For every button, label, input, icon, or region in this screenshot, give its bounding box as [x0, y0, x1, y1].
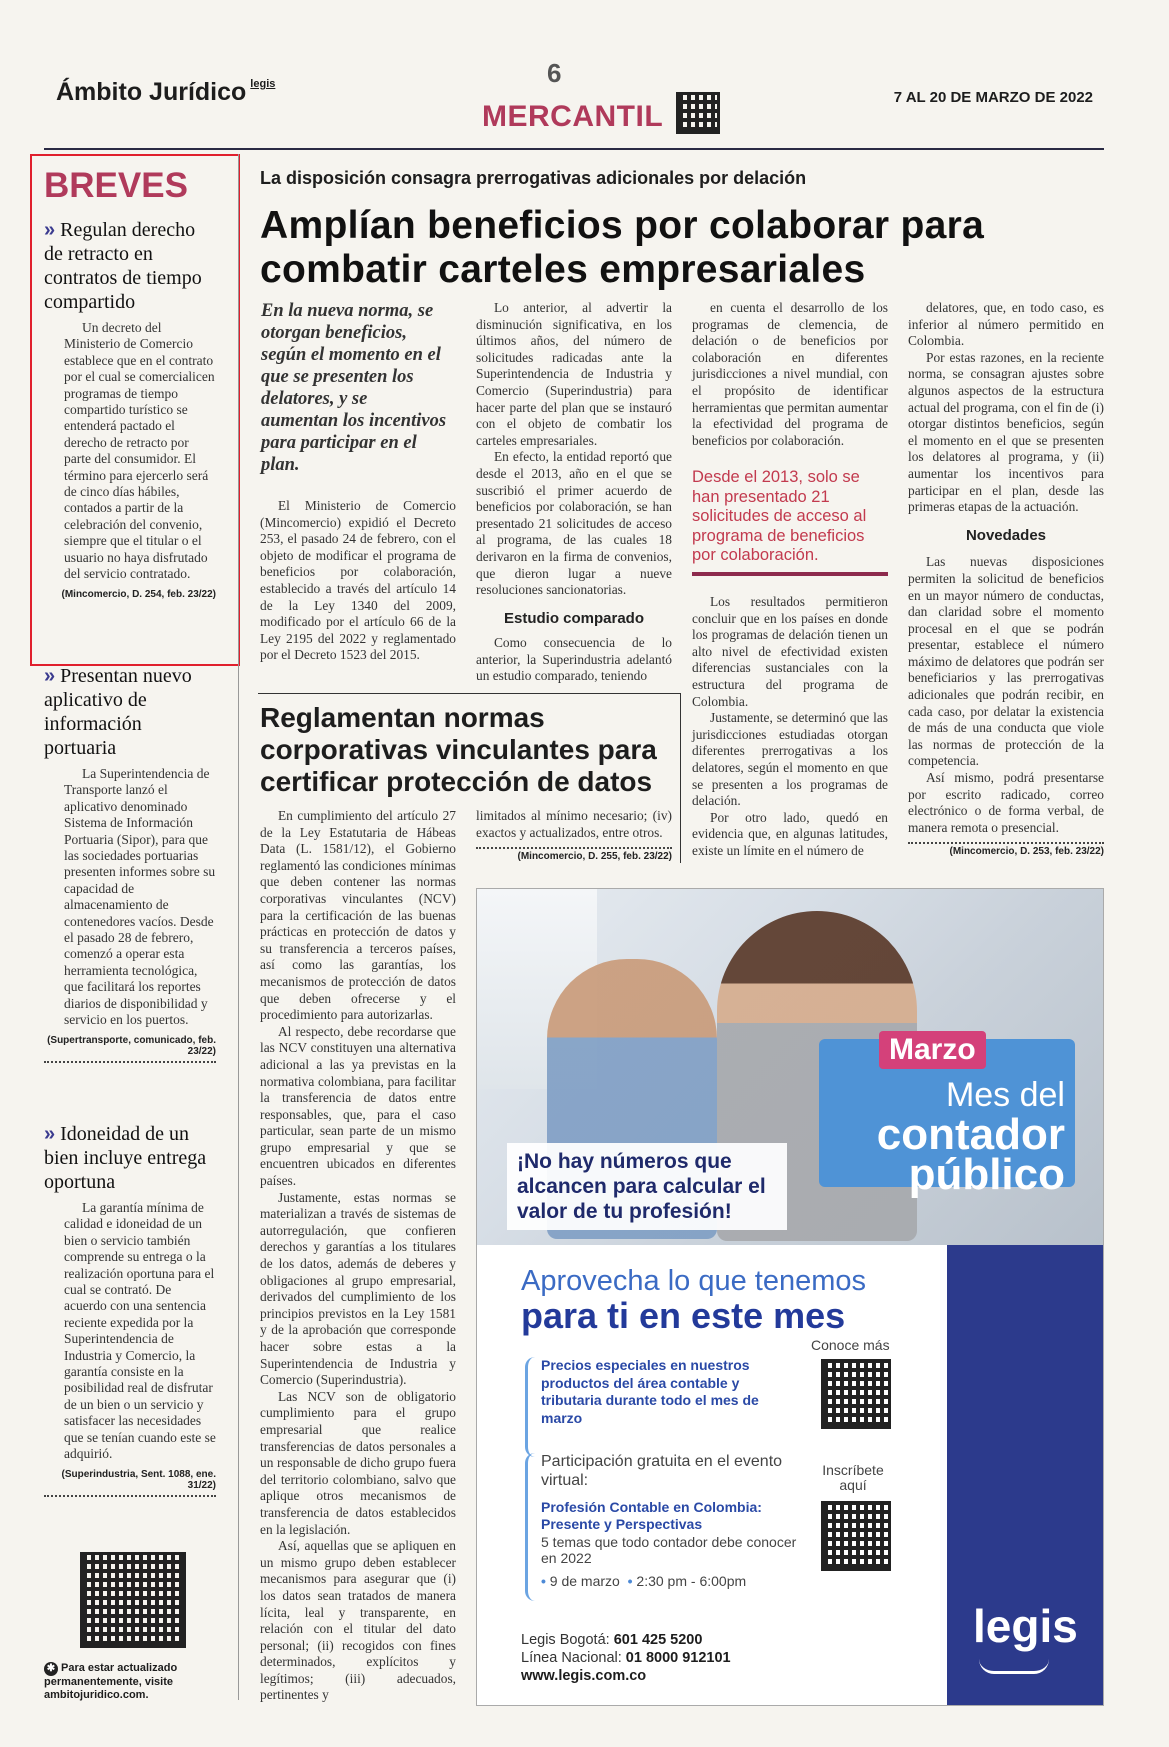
story-column: El Ministerio de Comercio (Mincomercio) expidió el Decreto 253, el pasado 24 de febrero, con el objeto de modificar el programa de beneficios por colaboración, establecido a través del artículo 14 de la Ley 1340 del 2009, modificado por el artículo 66 de la Ley 2195 del 2022 y reglamentado por el Decreto 1523 del 2015. — [260, 498, 456, 663]
qr-code-icon[interactable] — [80, 1552, 186, 1648]
ad-contact: Legis Bogotá: 601 425 5200 Línea Nacional: 01 8000 912101 www.legis.com.co — [521, 1632, 731, 1684]
brief-body: La Superintendencia de Transporte lanzó el aplicativo denominado Sistema de Información Portuaria (Sipor), para que las sociedades portuarias presenten informes sobre su capacidad de almacenamiento de contenedores vacíos. Desde el pasado 28 de febrero, comenzó a operar esta herramienta tecnológica, que facilitará los reportes diarios de disponibilidad y servicio en los puertos. — [64, 766, 216, 1028]
ad-schedule: • 9 de marzo • 2:30 pm - 6:00pm — [541, 1573, 747, 1589]
qr-code-icon[interactable] — [821, 1501, 891, 1571]
subheading: Estudio comparado — [503, 609, 645, 627]
story-column: En cumplimiento del artículo 27 de la Ley Estatutaria de Hábeas Data (L. 1581/12), el Gobierno reglamentó las condiciones mínimas que deben contener las normas corporativas vinculantes (NCV) para la certificación de las buenas prácticas en protección de datos y su transferencia a terceros países, así como las garantías, los mecanismos de protección de datos que deben ofrecerse y el procedimiento para autorizarlas. Al respecto, debe recordarse que las NCV constituyen una alternativa adicional a las ya previstas en la normativa colombiana, para facilitar la transferencia de datos entre responsables, que, para el caso particular, sean parte de un mismo grupo empresarial y que se encuentren ubicados en diferentes países. Justamente, estas normas se materializan a través de sistemas de autorregulación, que confieren derechos y garantías a los titulares de los datos, además de deberes y obligaciones al grupo empresarial, derivados del cumplimiento de los principios previstos en la Ley 1581 y de la aprobación que corresponde hacer sobre estas a la Superintendencia de Industria y Comercio (Superindustria). Las NCV son de obligatorio cumplimiento para el grupo empresarial que realice transferencias de datos personales a un responsable de dicho grupo fuera del territorio colombiano, salvo que aplique otros mecanismos de transferencia de datos establecidos en la legislación. Así, aquellas que se apliquen en un mismo grupo deben establecer mecanismos para asegurar que (i) los datos sean tratados de manera lícita, leal y transparente, en relación con el titular del dato personal; (ii) recogidos con fines determinados, explícitos y legítimos; (iii) adecuados, pertinentes y — [260, 808, 456, 1703]
story-column: en cuenta el desarrollo de los programas de clemencia, de delación o de beneficios por colaboración en diferentes jurisdicciones a nivel mundial, con el propósito de identificar herramientas que permitan aumentar la efectividad del programa de beneficios por colaboración. — [692, 300, 888, 448]
brief-headline: » Idoneidad de un bien incluye entrega oportuna — [44, 1123, 207, 1193]
story-source: (Mincomercio, D. 255, feb. 23/22) — [517, 851, 672, 863]
page-number: 6 — [547, 58, 562, 88]
brief-body: La garantía mínima de calidad e idoneidad de un bien o servicio también comprende su entrega o la realización oportuna para el cual se contrató. De acuerdo con una sentencia reciente expedida por la Superintendencia de Industria y Comercio, la garantía consiste en la posibilidad real de disfrutar de un bien o un servicio y satisfacer las necesidades que se tenían cuando este se adquirió. — [64, 1200, 216, 1462]
double-chevron-icon: » — [44, 1123, 56, 1145]
book-icon — [979, 1659, 1049, 1674]
advertisement[interactable] — [476, 888, 1104, 1706]
story2-headline: Reglamentan normas corporativas vinculantes para certificar protección de datos — [260, 702, 657, 797]
brief-body: Un decreto del Ministerio de Comercio establece que en el contrato por el cual se comercialicen programas de tiempo compartido turístico se entenderá pactado el derecho de retracto por parte del consumidor. El término para ejercerlo será de cinco días hábiles, contados a partir de la celebración del convenio, siempre que el titular o el usuario no haya disfrutado del servicio contratado. — [64, 320, 215, 582]
ad-website[interactable]: www.legis.com.co — [521, 1668, 647, 1684]
ad-slogan: ¡No hay números que alcancen para calcular el valor de tu profesión! — [507, 1143, 787, 1230]
brief-headline: » Presentan nuevo aplicativo de información portuaria — [44, 665, 192, 759]
story-source: (Mincomercio, D. 253, feb. 23/22) — [949, 846, 1104, 858]
ad-heading: Aprovecha lo que tenemos — [521, 1265, 866, 1297]
masthead: Ámbito Jurídico $^{legis}$ — [56, 78, 276, 106]
brief-item — [44, 664, 216, 1063]
brief-headline: » Regulan derecho de retracto en contratos de tiempo compartido — [44, 219, 202, 313]
divider — [44, 1495, 216, 1497]
story-headline: Amplían beneficios por colaborar para combatir carteles empresariales — [260, 204, 985, 291]
conoce-label: Conoce más — [811, 1337, 890, 1353]
header-rule — [44, 148, 1104, 150]
divider — [44, 1061, 216, 1063]
brace-icon — [525, 1357, 536, 1457]
brief-source: (Superindustria, Sent. 1088, ene. 31/22) — [61, 1468, 216, 1491]
story-kicker: La disposición consagra prerrogativas adicionales por delación — [260, 168, 807, 188]
story-rule — [680, 693, 681, 863]
ad-heading-bold: para ti en este mes — [521, 1295, 846, 1336]
column-divider — [238, 154, 239, 1700]
brace-icon — [525, 1453, 536, 1601]
double-chevron-icon: » — [44, 665, 56, 687]
ad-precios: Precios especiales en nuestros productos del área contable y tributaria durante todo el mes de marzo — [541, 1357, 759, 1426]
story-column: Los resultados permitieron concluir que en los países en donde los programas de delación tienen un alto nivel de efectividad existen diferencias sustanciales con la estructura del programa de Colombia. Justamente, se determinó que las jurisdicciones estudiadas otorgan diferentes prerrogativas a los delatores, según el momento en que se presenten a los programas de delación. Por otro lado, quedó en evidencia que, en algunas latitudes, existe un límite en el número de — [692, 594, 888, 858]
section-title: MERCANTIL — [482, 100, 664, 133]
issue-date: 7 AL 20 DE MARZO DE 2022 — [893, 89, 1093, 106]
pull-quote-rule — [692, 572, 888, 576]
ad-mes-text: Mes del contador público — [876, 1076, 1065, 1199]
subheading: Novedades — [965, 526, 1047, 544]
ad-participacion: Participación gratuita en el evento virtual: — [541, 1453, 783, 1489]
ad-temas: 5 temas que todo contador debe conocer en 2022 — [541, 1534, 797, 1566]
click-icon: ✱ — [44, 1662, 58, 1676]
story-rule — [258, 693, 681, 694]
story-column: Lo anterior, al advertir la disminución significativa, en los últimos años, del número de solicitudes radicadas ante la Superintendencia de Industria y Comercio (Superindustria) para hacer parte del plan que se instauró con el objeto de combatir los carteles empresariales. En efecto, la entidad reportó que desde el 2013, año en el que se suscribió el primer acuerdo de beneficios por colaboración, se han presentado 21 solicitudes de acceso al programa, de las cuales 18 derivaron en la firma de convenios, que dieron lugar a nueve resoluciones sancionatorias. Estudio comparado Como consecuencia de lo anterior, la Superindustria adelantó un estudio comparado, teniendo — [476, 300, 672, 684]
double-chevron-icon: » — [44, 219, 56, 241]
footer-note[interactable]: ✱ Para estar actualizado permanentemente, visite ambitojuridico.com. — [44, 1662, 178, 1701]
qr-code-icon — [676, 92, 720, 134]
legis-logo: legis — [973, 1600, 1078, 1652]
pull-quote: Desde el 2013, solo se han presentado 21 solicitudes de acceso al programa de beneficios por colaboración. — [692, 468, 867, 564]
brief-source: (Supertransporte, comunicado, feb. 23/22) — [47, 1034, 216, 1057]
story-lede: En la nueva norma, se otorgan beneficios, según el momento en el que se presenten los delatores, y se aumentan los incentivos para participar en el plan. — [261, 301, 447, 475]
ad-badge: Marzo — [879, 1031, 986, 1069]
qr-code-icon[interactable] — [821, 1359, 891, 1429]
story-column: limitados al mínimo necesario; (iv) exactos y actualizados, entre otros. (Mincomercio, D. 255, feb. 23/22) — [476, 808, 672, 866]
breves-title: BREVES — [44, 166, 188, 205]
inscribete-label: Inscríbete aquí — [822, 1462, 884, 1493]
brief-item — [44, 1122, 216, 1497]
brief-source: (Mincomercio, D. 254, feb. 23/22) — [61, 588, 216, 600]
brief-item — [44, 218, 216, 600]
story-column: delatores, que, en todo caso, es inferior al número permitido en Colombia. Por estas razones, en la reciente norma, se consagran ajustes sobre algunos aspectos de la estructura actual del programa, con el fin de (i) otorgar distintos beneficios, según el momento en el que se presenten los delatores al programa, y (ii) aumentar los incentivos para participar en el plan, desde las primeras etapas de la actuación. Novedades Las nuevas disposiciones permiten la solicitud de beneficios en un mayor número de conductas, dan claridad sobre el momento procesal en el que se podrán presentar, establece el número máximo de delatores que podrán ser beneficiarios y las prerrogativas adicionales que podrán recibir, en cada caso, por delatar la existencia de más de una conducta que viole las normas de protección de la competencia. Así mismo, podrá presentarse por escrito radicado, correo electrónico o de forma verbal, de manera remota o presencial. (Mincomercio, D. 253, feb. 23/22) — [908, 300, 1104, 861]
ad-evento: Profesión Contable en Colombia: Presente y Perspectivas — [541, 1499, 762, 1532]
